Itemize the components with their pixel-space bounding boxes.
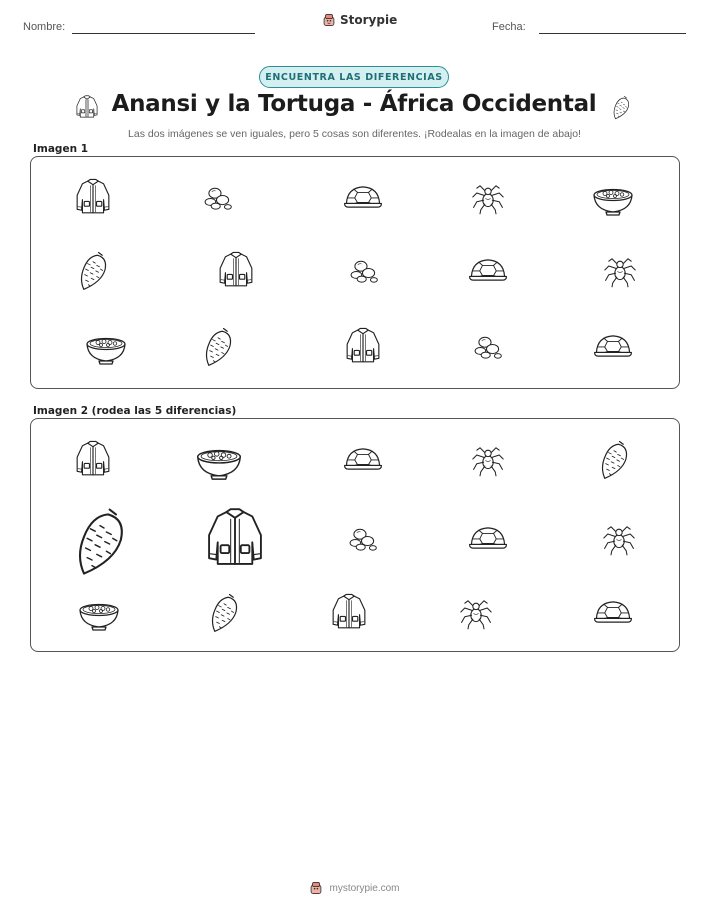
- instructions: Las dos imágenes se ven iguales, pero 5 cosas son diferentes. ¡Rodealas en la imagen de abajo!: [128, 128, 581, 140]
- jacket-icon: [214, 248, 258, 292]
- pinecone-icon[interactable]: [60, 500, 140, 580]
- stones-icon: [469, 327, 507, 365]
- bowl-icon[interactable]: [74, 587, 124, 637]
- pinecone-icon: [607, 93, 635, 121]
- page-title: Anansi y la Tortuga - África Occidental: [111, 91, 597, 117]
- image2-label: Imagen 2 (rodea las 5 diferencias): [33, 405, 237, 417]
- date-field[interactable]: [539, 33, 686, 34]
- spider-icon[interactable]: [468, 439, 508, 479]
- bowl-icon: [81, 321, 131, 371]
- storypie-mascot-icon: [309, 881, 323, 895]
- stones-icon: [199, 178, 237, 216]
- jacket-icon: [73, 93, 101, 121]
- turtle-shell-icon[interactable]: [465, 515, 511, 561]
- jacket-icon[interactable]: [327, 590, 371, 634]
- turtle-shell-icon: [465, 247, 511, 293]
- pinecone-icon: [70, 247, 116, 293]
- image1-label: Imagen 1: [33, 143, 89, 155]
- turtle-shell-icon[interactable]: [340, 436, 386, 482]
- storypie-mascot-icon: [322, 13, 336, 27]
- name-field[interactable]: [72, 33, 255, 34]
- activity-badge: ENCUENTRA LAS DIFERENCIAS: [259, 66, 449, 88]
- jacket-icon[interactable]: [71, 437, 115, 481]
- brand-logo: [322, 13, 397, 27]
- turtle-shell-icon[interactable]: [590, 589, 636, 635]
- pinecone-icon: [195, 323, 241, 369]
- bowl-icon: [588, 172, 638, 222]
- spider-icon: [600, 250, 640, 290]
- pinecone-icon[interactable]: [201, 589, 247, 635]
- spider-icon[interactable]: [456, 592, 496, 632]
- footer-url: mystorypie.com: [329, 882, 400, 894]
- spider-icon[interactable]: [599, 518, 639, 558]
- jacket-icon[interactable]: [199, 502, 271, 574]
- date-label: Fecha:: [492, 21, 526, 33]
- stones-icon[interactable]: [344, 519, 382, 557]
- bowl-icon[interactable]: [191, 431, 247, 487]
- jacket-icon: [341, 324, 385, 368]
- stones-icon: [345, 251, 383, 289]
- name-label: Nombre:: [23, 21, 66, 33]
- spider-icon: [468, 177, 508, 217]
- pinecone-icon[interactable]: [591, 436, 637, 482]
- turtle-shell-icon: [340, 174, 386, 220]
- brand-name: Storypie: [340, 13, 398, 27]
- turtle-shell-icon: [590, 323, 636, 369]
- jacket-icon: [71, 175, 115, 219]
- footer: [0, 881, 709, 895]
